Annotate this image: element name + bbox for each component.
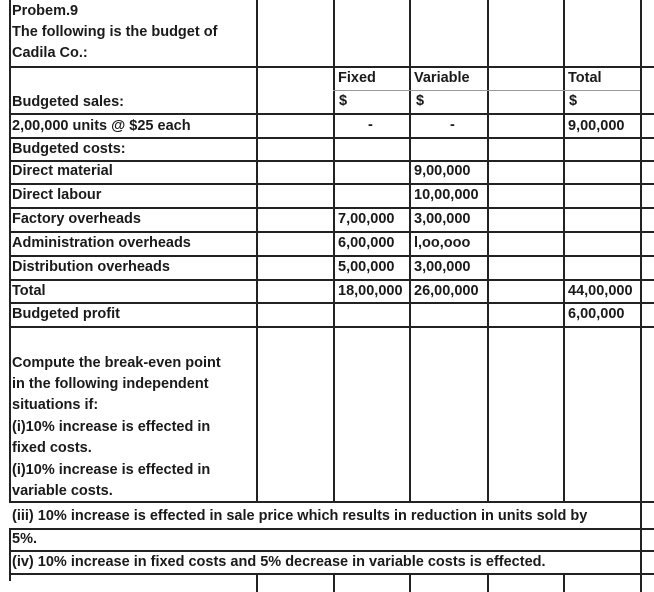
grid-hline <box>9 66 654 68</box>
question-intro-line: Compute the break-even point <box>12 355 221 371</box>
question-2-cont: variable costs. <box>12 483 113 499</box>
company-name: Cadila Co.: <box>12 45 88 61</box>
units-variable: - <box>450 117 455 133</box>
question-4: (iv) 10% increase in fixed costs and 5% decrease in variable costs is effected. <box>12 554 546 570</box>
grid-vline <box>487 574 489 592</box>
ao-fixed: 6,00,000 <box>338 235 395 251</box>
dl-label: Direct labour <box>12 187 102 203</box>
grid-hline <box>9 183 654 185</box>
dm-label: Direct material <box>12 163 113 179</box>
problem-number: Probem.9 <box>12 3 79 19</box>
question-1: (i)10% increase is effected in <box>12 419 211 435</box>
grid-hline <box>9 326 654 328</box>
sales-label: Budgeted sales: <box>12 94 124 110</box>
total-variable: 26,00,000 <box>414 283 479 299</box>
header-fixed-unit: $ <box>339 93 348 109</box>
units-fixed: - <box>368 117 373 133</box>
grid-vline <box>9 0 11 501</box>
grid-hline <box>9 573 654 575</box>
dl-variable: 10,00,000 <box>414 187 479 203</box>
grid-hline <box>9 279 654 281</box>
do-variable: 3,00,000 <box>414 259 471 275</box>
question-1-cont: fixed costs. <box>12 440 92 456</box>
total-label: Total <box>12 283 46 299</box>
profit-label: Budgeted profit <box>12 306 120 322</box>
grid-vline <box>409 0 411 501</box>
costs-label: Budgeted costs: <box>12 141 126 157</box>
do-fixed: 5,00,000 <box>338 259 395 275</box>
fo-fixed: 7,00,000 <box>338 211 395 227</box>
grid-vline <box>563 574 565 592</box>
grid-hline <box>9 528 654 530</box>
header-total-unit: $ <box>569 93 578 109</box>
ao-variable: l,oo,ooo <box>414 235 471 251</box>
grid-vline <box>256 0 258 501</box>
grid-thin-line <box>333 90 640 91</box>
dm-variable: 9,00,000 <box>414 163 471 179</box>
grid-hline <box>9 113 654 115</box>
question-intro-line: in the following independent <box>12 376 209 392</box>
do-label: Distribution overheads <box>12 259 170 275</box>
grid-vline <box>333 574 335 592</box>
header-variable: Variable <box>414 70 470 86</box>
profit-total: 6,00,000 <box>568 306 625 322</box>
units-total: 9,00,000 <box>568 118 625 134</box>
fo-variable: 3,00,000 <box>414 211 471 227</box>
header-total: Total <box>568 70 602 86</box>
header-variable-unit: $ <box>416 93 425 109</box>
question-3: (iii) 10% increase is effected in sale price which results in reduction in units sold by <box>12 508 588 524</box>
units-label: 2,00,000 units @ $25 each <box>12 118 191 134</box>
grid-vline <box>409 574 411 592</box>
fo-label: Factory overheads <box>12 211 141 227</box>
problem-intro: The following is the budget of <box>12 24 218 40</box>
question-intro-line: situations if: <box>12 397 99 413</box>
grid-vline <box>256 574 258 592</box>
grid-vline <box>333 0 335 501</box>
question-3-cont: 5%. <box>12 531 37 547</box>
total-total: 44,00,000 <box>568 283 633 299</box>
total-fixed: 18,00,000 <box>338 283 403 299</box>
ao-label: Administration overheads <box>12 235 191 251</box>
header-fixed: Fixed <box>338 70 376 86</box>
grid-vline <box>640 0 642 592</box>
grid-vline <box>487 0 489 501</box>
grid-vline <box>563 0 565 501</box>
question-2: (i)10% increase is effected in <box>12 462 211 478</box>
